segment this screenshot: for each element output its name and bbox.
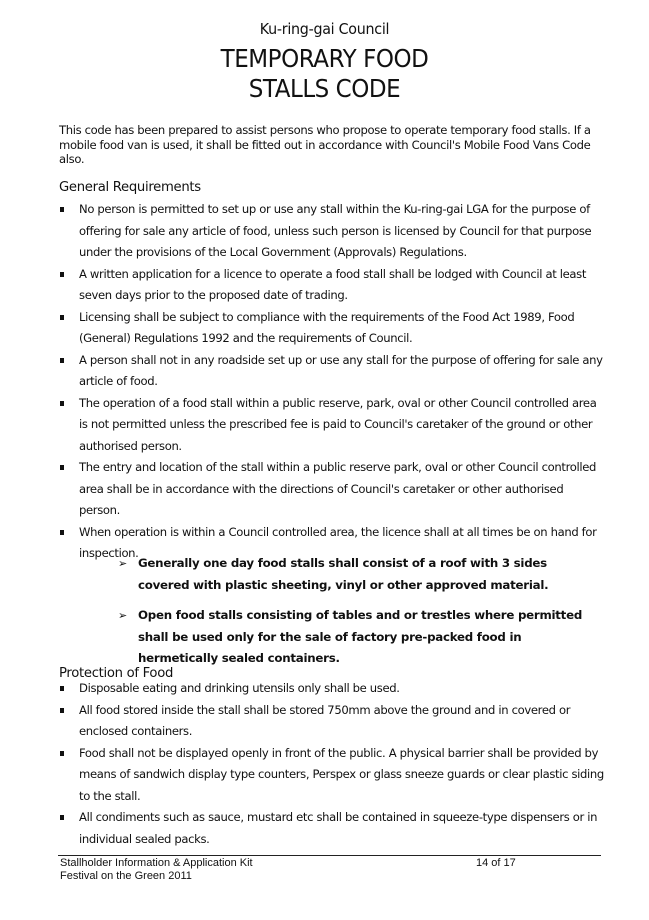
footer-divider xyxy=(58,855,601,856)
list-item: Food shall not be displayed openly in front of the public. A physical barrier shall be provided by means of sandwich display type counters, Perspex or glass sneeze guards or clear plastic siding to the stall. xyxy=(59,743,604,808)
list-item: A written application for a licence to operate a food stall shall be lodged with Council at least seven days prior to the proposed date of trading. xyxy=(59,264,604,307)
page-number: 14 of 17 xyxy=(476,857,516,869)
list-item: No person is permitted to set up or use any stall within the Ku-ring-gai LGA for the purpose of offering for sale any article of food, unless such person is licensed by Council for that purpose under the provisions of the Local Government (Approvals) Regulations. xyxy=(59,199,604,264)
square-bullet-icon xyxy=(60,530,64,535)
square-bullet-icon xyxy=(60,272,64,277)
footer-kit-title: Stallholder Information & Application Kit xyxy=(60,857,253,869)
protection-of-food-list xyxy=(59,678,604,850)
section-heading-protection-of-food: Protection of Food xyxy=(59,666,174,681)
footer-event-name: Festival on the Green 2011 xyxy=(60,870,192,882)
square-bullet-icon xyxy=(60,708,64,713)
page-title-line-1: TEMPORARY FOOD xyxy=(220,44,429,73)
arrowhead-bullet-icon: ➢ xyxy=(118,557,127,570)
page-footer xyxy=(60,857,600,883)
square-bullet-icon xyxy=(60,207,64,212)
list-item: All food stored inside the stall shall be stored 750mm above the ground and in covered or enclosed containers. xyxy=(59,700,604,743)
page-title xyxy=(26,44,623,104)
section-heading-general-requirements: General Requirements xyxy=(59,180,201,195)
sub-list-item: ➢ Generally one day food stalls shall consist of a roof with 3 sides covered with plastic sheeting, vinyl or other approved material. xyxy=(118,553,598,596)
page-title-line-2: STALLS CODE xyxy=(248,74,401,103)
square-bullet-icon xyxy=(60,401,64,406)
list-item: The entry and location of the stall within a public reserve park, oval or other Council controlled area shall be in accordance with the directions of Council's caretaker or other authorised person. xyxy=(59,457,604,522)
square-bullet-icon xyxy=(60,315,64,320)
square-bullet-icon xyxy=(60,358,64,363)
general-requirements-list xyxy=(59,199,604,565)
list-item: A person shall not in any roadside set up or use any stall for the purpose of offering for sale any article of food. xyxy=(59,350,604,393)
list-item: All condiments such as sauce, mustard etc shall be contained in squeeze-type dispensers or in individual sealed packs. xyxy=(59,807,604,850)
list-item: When operation is within a Council controlled area, the licence shall at all times be on hand for inspection. xyxy=(59,522,604,565)
organisation-name: Ku-ring-gai Council xyxy=(259,20,390,38)
square-bullet-icon xyxy=(60,751,64,756)
stall-construction-sublist xyxy=(118,553,598,679)
square-bullet-icon xyxy=(60,686,64,691)
square-bullet-icon xyxy=(60,465,64,470)
list-item: Disposable eating and drinking utensils only shall be used. xyxy=(59,678,604,700)
square-bullet-icon xyxy=(60,815,64,820)
arrowhead-bullet-icon: ➢ xyxy=(118,609,127,622)
list-item: Licensing shall be subject to compliance with the requirements of the Food Act 1989, Food (General) Regulations 1992 and the requirements of Council. xyxy=(59,307,604,350)
intro-paragraph: This code has been prepared to assist persons who propose to operate temporary food stalls. If a mobile food van is used, it shall be fitted out in accordance with Council's Mobile Food Vans Code also. xyxy=(59,123,591,166)
sub-list-item: ➢ Open food stalls consisting of tables and or trestles where permitted shall be used only for the sale of factory pre-packed food in hermetically sealed containers. xyxy=(118,605,598,670)
list-item: The operation of a food stall within a public reserve, park, oval or other Council controlled area is not permitted unless the prescribed fee is paid to Council's caretaker of the ground or other authorised person. xyxy=(59,393,604,458)
